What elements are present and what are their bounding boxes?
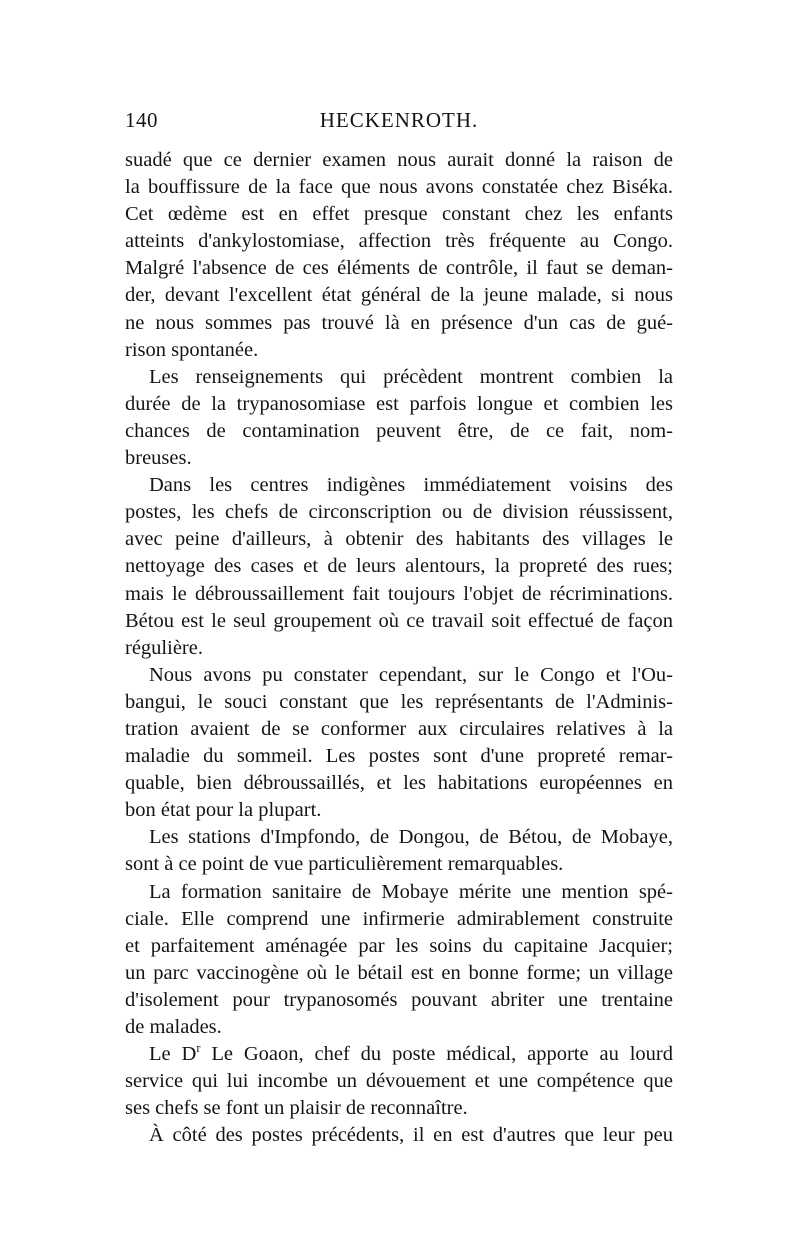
text-line: Les stations d'Impfondo, de Dongou, de Bétou, de Mobaye, xyxy=(149,826,673,849)
text-line: À côté des postes précédents, il en est d'autres que leur peu xyxy=(149,1124,673,1147)
text-line: Malgré l'absence de ces éléments de contrôle, il faut se deman- xyxy=(125,257,673,280)
text-line: Dans les centres indigènes immédiatement voisins des xyxy=(149,474,673,497)
text-line: bangui, le souci constant que les représentants de l'Adminis- xyxy=(125,690,673,713)
text-fragment: Le D xyxy=(149,1043,197,1066)
text-line: régulière. xyxy=(125,636,203,659)
text-line: rison spontanée. xyxy=(125,338,259,361)
paragraph xyxy=(125,879,673,1042)
text-line: breuses. xyxy=(125,447,192,470)
text-line: chances de contamination peuvent être, de ce fait, nom- xyxy=(125,419,673,442)
page-header xyxy=(125,108,673,144)
superscript: r xyxy=(196,1041,201,1056)
paragraph xyxy=(125,147,673,364)
text-line: et parfaitement aménagée par les soins du capitaine Jacquier; xyxy=(125,934,673,957)
running-head: HECKENROTH. xyxy=(319,108,479,132)
page-number: 140 xyxy=(125,108,158,132)
text-line: mais le débroussaillement fait toujours l'objet de récriminations. xyxy=(125,582,673,605)
text-line: avec peine d'ailleurs, à obtenir des habitants des villages le xyxy=(125,528,673,551)
text-line: Les renseignements qui précèdent montrent combien la xyxy=(149,365,673,388)
text-line: de malades. xyxy=(125,1016,222,1038)
paragraph xyxy=(125,662,673,825)
body-text xyxy=(125,147,673,1149)
text-line: der, devant l'excellent état général de la jeune malade, si nous xyxy=(125,284,673,307)
text-line: maladie du sommeil. Les postes sont d'une propreté remar- xyxy=(125,745,673,768)
text-line xyxy=(125,1041,673,1068)
text-line: nettoyage des cases et de leurs alentours, la propreté des rues; xyxy=(125,555,673,578)
text-line: Cet œdème est en effet presque constant chez les enfants xyxy=(125,203,673,226)
paragraph xyxy=(125,364,673,472)
text-line: quable, bien débroussaillés, et les habitations européennes en xyxy=(125,772,673,795)
text-line: ciale. Elle comprend une infirmerie admirablement construite xyxy=(125,907,673,930)
text-line: ne nous sommes pas trouvé là en présence d'un cas de gué- xyxy=(125,311,673,334)
paragraph xyxy=(125,1041,673,1122)
text-line: Bétou est le seul groupement où ce travail soit effectué de façon xyxy=(125,609,673,632)
text-line: d'isolement pour trypanosomés pouvant abriter une trentaine xyxy=(125,988,673,1011)
text-line: service qui lui incombe un dévouement et une compétence que xyxy=(125,1070,673,1093)
paragraph xyxy=(125,1122,673,1149)
text-line: postes, les chefs de circonscription ou de division réussissent, xyxy=(125,501,673,524)
text-line: la bouffissure de la face que nous avons constatée chez Biséka. xyxy=(125,176,673,199)
text-line: Nous avons pu constater cependant, sur le Congo et l'Ou- xyxy=(149,663,673,686)
text-line: suadé que ce dernier examen nous aurait donné la raison de xyxy=(125,149,673,171)
paragraph xyxy=(125,824,673,878)
text-fragment: Le Goaon, chef du poste médical, apporte au lourd xyxy=(200,1043,673,1066)
text-line: atteints d'ankylostomiase, affection très fréquente au Congo. xyxy=(125,230,673,253)
text-line: bon état pour la plupart. xyxy=(125,799,322,822)
text-line: un parc vaccinogène où le bétail est en bonne forme; un village xyxy=(125,961,673,984)
text-line: tration avaient de se conformer aux circulaires relatives à la xyxy=(125,717,673,740)
text-line: ses chefs se font un plaisir de reconnaître. xyxy=(125,1097,468,1120)
text-line: sont à ce point de vue particulièrement remarquables. xyxy=(125,853,564,876)
text-line: durée de la trypanosomiase est parfois longue et combien les xyxy=(125,392,673,415)
paragraph xyxy=(125,472,673,662)
text-line: La formation sanitaire de Mobaye mérite une mention spé- xyxy=(149,880,673,903)
